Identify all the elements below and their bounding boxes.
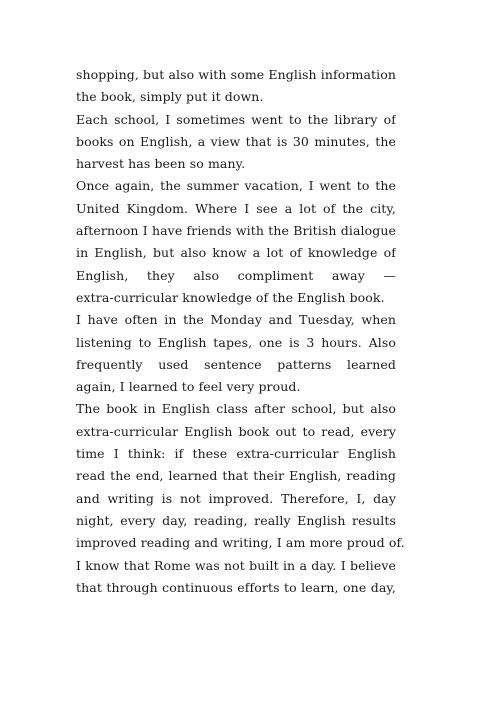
text-line: listening to English tapes, one is 3 hours. Also	[76, 334, 396, 350]
text-line: books on English, a view that is 30 minutes, the	[76, 133, 396, 149]
text-line: read the end, learned that their English, reading	[76, 468, 396, 484]
text-line: night, every day, reading, really English results	[76, 512, 396, 528]
text-line: harvest has been so many.	[76, 156, 246, 172]
text-line: improved reading and writing, I am more proud of.	[76, 535, 405, 551]
text-line: time I think: if these extra-curricular English	[76, 446, 396, 462]
text-line: The book in English class after school, but also	[76, 401, 396, 417]
text-line: English, they also compliment away —	[76, 267, 396, 283]
text-line: I have often in the Monday and Tuesday, when	[76, 312, 396, 328]
text-line: frequently used sentence patterns learned	[76, 356, 396, 372]
text-line: in English, but also know a lot of knowledge of	[76, 245, 396, 261]
text-line: Each school, I sometimes went to the library of	[76, 111, 396, 127]
text-line: United Kingdom. Where I see a lot of the city,	[76, 200, 396, 216]
text-line: and writing is not improved. Therefore, I, day	[76, 490, 396, 506]
text-line: afternoon I have friends with the British dialogue	[76, 223, 396, 239]
text-line: extra-curricular English book out to read, every	[76, 423, 396, 439]
text-line: I know that Rome was not built in a day. I believe	[76, 557, 396, 573]
text-line: extra-curricular knowledge of the English book.	[76, 289, 385, 305]
text-line: the book, simply put it down.	[76, 89, 264, 105]
text-line: shopping, but also with some English information	[76, 67, 396, 82]
text-line: again, I learned to feel very proud.	[76, 379, 301, 395]
text-line: Once again, the summer vacation, I went to the	[76, 178, 396, 194]
text-line: that through continuous efforts to learn, one day,	[76, 579, 396, 595]
essay-body	[76, 64, 405, 599]
